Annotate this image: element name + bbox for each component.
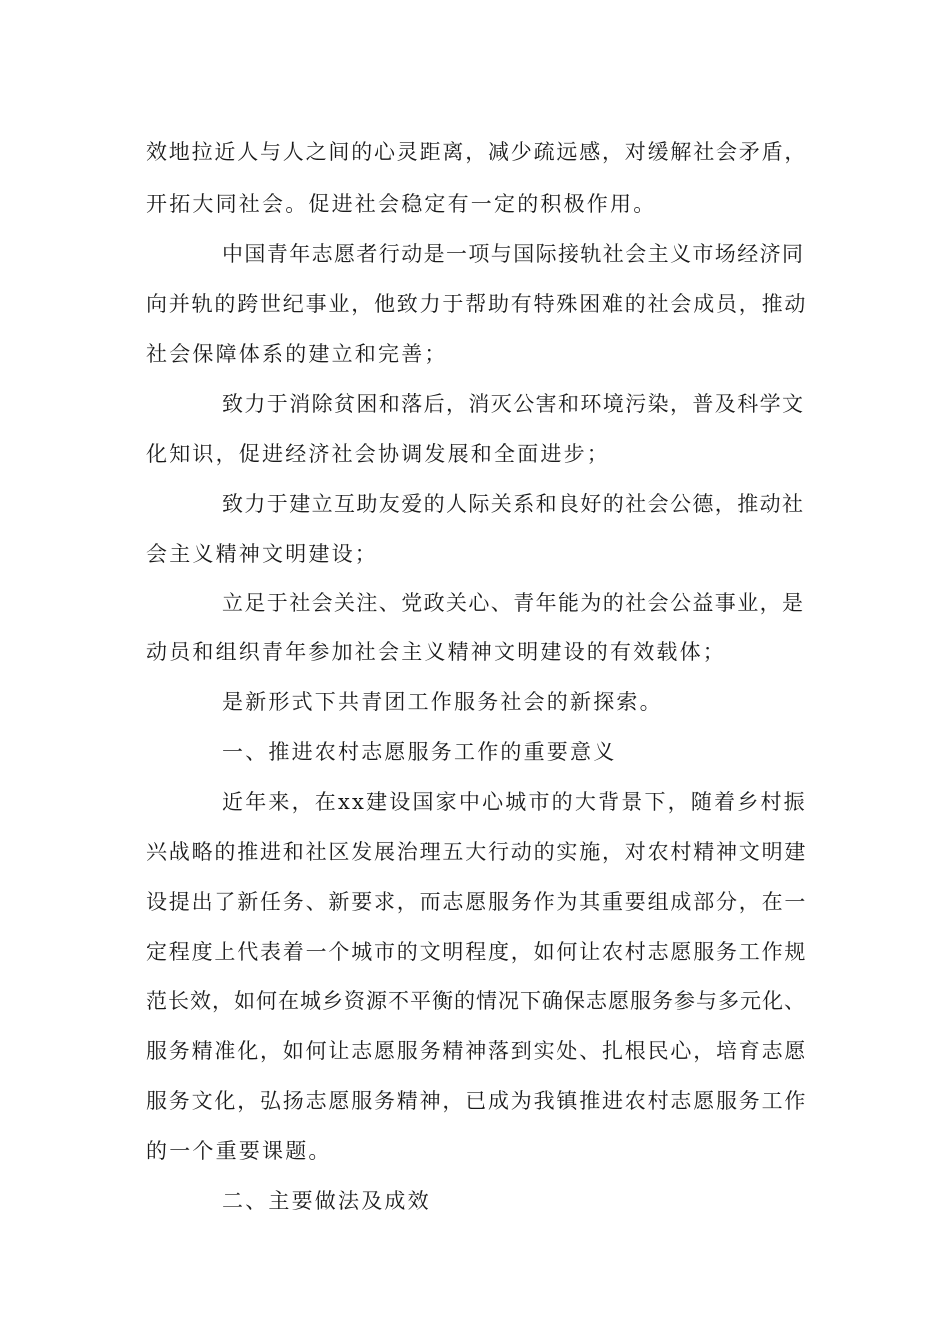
text-line: 兴战略的推进和社区发展治理五大行动的实施，对农村精神文明建 <box>146 840 808 864</box>
text-line: 化知识，促进经济社会协调发展和全面进步； <box>146 442 610 466</box>
text-line: 动员和组织青年参加社会主义精神文明建设的有效载体； <box>146 640 726 664</box>
section-heading: 二、主要做法及成效 <box>222 1189 431 1213</box>
text-line: 效地拉近人与人之间的心灵距离，减少疏远感，对缓解社会矛盾， <box>146 140 808 164</box>
text-line: 社会保障体系的建立和完善； <box>146 342 448 366</box>
text-line: 致力于消除贫困和落后，消灭公害和环境污染，普及科学文 <box>222 392 805 416</box>
text-line: 会主义精神文明建设； <box>146 542 378 566</box>
text-line: 服务精准化，如何让志愿服务精神落到实处、扎根民心，培育志愿 <box>146 1039 808 1063</box>
text-line: 立足于社会关注、党政关心、青年能为的社会公益事业，是 <box>222 591 805 615</box>
text-line: 近年来，在xx建设国家中心城市的大背景下，随着乡村振 <box>222 790 807 814</box>
text-line: 定程度上代表着一个城市的文明程度，如何让农村志愿服务工作规 <box>146 940 808 964</box>
text-line: 服务文化，弘扬志愿服务精神，已成为我镇推进农村志愿服务工作 <box>146 1089 808 1113</box>
text-line: 中国青年志愿者行动是一项与国际接轨社会主义市场经济同 <box>222 242 805 266</box>
text-line: 开拓大同社会。促进社会稳定有一定的积极作用。 <box>146 192 657 216</box>
section-heading: 一、推进农村志愿服务工作的重要意义 <box>222 740 617 764</box>
text-line: 致力于建立互助友爱的人际关系和良好的社会公德，推动社 <box>222 492 805 516</box>
text-line: 的一个重要课题。 <box>146 1139 332 1163</box>
text-line: 范长效，如何在城乡资源不平衡的情况下确保志愿服务参与多元化、 <box>146 989 806 1013</box>
text-line: 设提出了新任务、新要求，而志愿服务作为其重要组成部分，在一 <box>146 890 808 914</box>
text-line: 是新形式下共青团工作服务社会的新探索。 <box>222 690 663 714</box>
text-line: 向并轨的跨世纪事业，他致力于帮助有特殊困难的社会成员，推动 <box>146 292 808 316</box>
